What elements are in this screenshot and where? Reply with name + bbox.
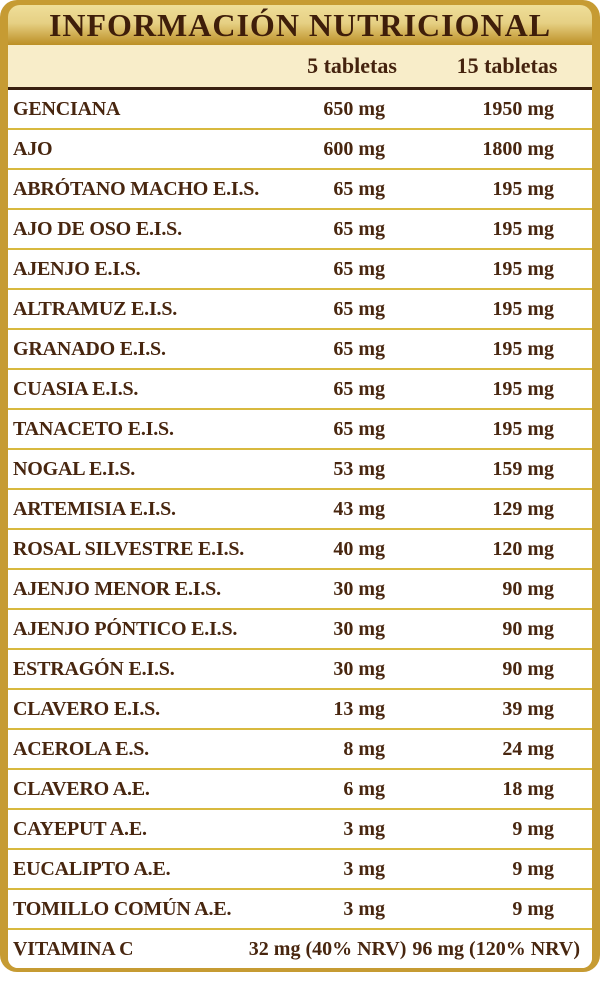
ingredient-name: AJENJO MENOR E.I.S. <box>13 577 221 600</box>
column-header-15-tabletas: 15 tabletas <box>456 53 558 78</box>
value-5-tablets: 65 mg <box>333 337 385 360</box>
table-row <box>8 370 592 410</box>
value-15-tablets: 90 mg <box>502 577 554 600</box>
value-15-tablets: 195 mg <box>492 217 554 240</box>
table-row <box>8 570 592 610</box>
table-row <box>8 130 592 170</box>
table-row <box>8 210 592 250</box>
ingredient-name: GRANADO E.I.S. <box>13 337 166 360</box>
value-5-tablets: 32 mg (40% NRV) <box>248 937 407 960</box>
table-row <box>8 930 592 968</box>
value-5-tablets: 65 mg <box>333 177 385 200</box>
value-5-tablets: 43 mg <box>333 497 385 520</box>
value-15-tablets: 24 mg <box>502 737 554 760</box>
value-15-tablets: 9 mg <box>512 897 554 920</box>
table-row <box>8 330 592 370</box>
value-5-tablets: 650 mg <box>323 97 385 120</box>
table-row <box>8 490 592 530</box>
ingredients-table <box>8 90 592 968</box>
value-15-tablets: 195 mg <box>492 257 554 280</box>
table-row <box>8 890 592 930</box>
table-row <box>8 730 592 770</box>
table-row <box>8 810 592 850</box>
value-5-tablets: 65 mg <box>333 217 385 240</box>
ingredient-name: CAYEPUT A.E. <box>13 817 147 840</box>
value-5-tablets: 30 mg <box>333 657 385 680</box>
label-title: INFORMACIÓN NUTRICIONAL <box>48 6 552 43</box>
table-row <box>8 690 592 730</box>
ingredient-name: ESTRAGÓN E.I.S. <box>13 657 175 680</box>
value-5-tablets: 3 mg <box>343 897 385 920</box>
value-15-tablets: 9 mg <box>512 817 554 840</box>
table-row <box>8 610 592 650</box>
ingredient-name: ACEROLA E.S. <box>13 737 149 760</box>
ingredient-name: CLAVERO A.E. <box>13 777 150 800</box>
value-5-tablets: 600 mg <box>323 137 385 160</box>
ingredient-name: AJO <box>13 137 53 160</box>
ingredient-name: NOGAL E.I.S. <box>13 457 136 480</box>
value-5-tablets: 65 mg <box>333 297 385 320</box>
value-15-tablets: 195 mg <box>492 417 554 440</box>
value-15-tablets: 96 mg (120% NRV) <box>412 937 580 960</box>
value-15-tablets: 39 mg <box>502 697 554 720</box>
value-15-tablets: 18 mg <box>502 777 554 800</box>
value-15-tablets: 120 mg <box>492 537 554 560</box>
value-15-tablets: 9 mg <box>512 857 554 880</box>
value-15-tablets: 195 mg <box>492 337 554 360</box>
value-5-tablets: 65 mg <box>333 417 385 440</box>
ingredient-name: ABRÓTANO MACHO E.I.S. <box>13 177 260 200</box>
value-5-tablets: 53 mg <box>333 457 385 480</box>
table-row <box>8 170 592 210</box>
column-headers <box>8 45 592 87</box>
table-row <box>8 250 592 290</box>
value-5-tablets: 3 mg <box>343 817 385 840</box>
ingredient-name: AJENJO E.I.S. <box>13 257 141 280</box>
ingredient-name: EUCALIPTO A.E. <box>13 857 171 880</box>
value-5-tablets: 65 mg <box>333 257 385 280</box>
ingredient-name: TANACETO E.I.S. <box>13 417 174 440</box>
table-row <box>8 290 592 330</box>
value-15-tablets: 159 mg <box>492 457 554 480</box>
value-15-tablets: 1800 mg <box>482 137 554 160</box>
value-5-tablets: 30 mg <box>333 617 385 640</box>
table-row <box>8 850 592 890</box>
table-row <box>8 650 592 690</box>
table-row <box>8 530 592 570</box>
ingredient-name: GENCIANA <box>13 97 121 120</box>
table-row <box>8 450 592 490</box>
table-row <box>8 410 592 450</box>
value-15-tablets: 90 mg <box>502 617 554 640</box>
value-5-tablets: 30 mg <box>333 577 385 600</box>
ingredient-name: ALTRAMUZ E.I.S. <box>13 297 178 320</box>
ingredient-name: AJENJO PÓNTICO E.I.S. <box>13 617 238 640</box>
value-15-tablets: 129 mg <box>492 497 554 520</box>
table-row <box>8 770 592 810</box>
value-5-tablets: 65 mg <box>333 377 385 400</box>
table-row <box>8 90 592 130</box>
ingredient-name: AJO DE OSO E.I.S. <box>13 217 182 240</box>
ingredient-name: ROSAL SILVESTRE E.I.S. <box>13 537 245 560</box>
value-15-tablets: 195 mg <box>492 297 554 320</box>
ingredient-name: ARTEMISIA E.I.S. <box>13 497 176 520</box>
value-5-tablets: 40 mg <box>333 537 385 560</box>
value-5-tablets: 13 mg <box>333 697 385 720</box>
ingredient-name: TOMILLO COMÚN A.E. <box>13 897 232 920</box>
value-15-tablets: 1950 mg <box>482 97 554 120</box>
value-15-tablets: 90 mg <box>502 657 554 680</box>
title-bar <box>8 5 592 45</box>
column-header-5-tabletas: 5 tabletas <box>307 53 397 78</box>
value-15-tablets: 195 mg <box>492 177 554 200</box>
ingredient-name: CUASIA E.I.S. <box>13 377 139 400</box>
value-5-tablets: 3 mg <box>343 857 385 880</box>
value-5-tablets: 8 mg <box>343 737 385 760</box>
ingredient-name: VITAMINA C <box>13 937 134 960</box>
ingredient-name: CLAVERO E.I.S. <box>13 697 160 720</box>
value-5-tablets: 6 mg <box>343 777 385 800</box>
value-15-tablets: 195 mg <box>492 377 554 400</box>
